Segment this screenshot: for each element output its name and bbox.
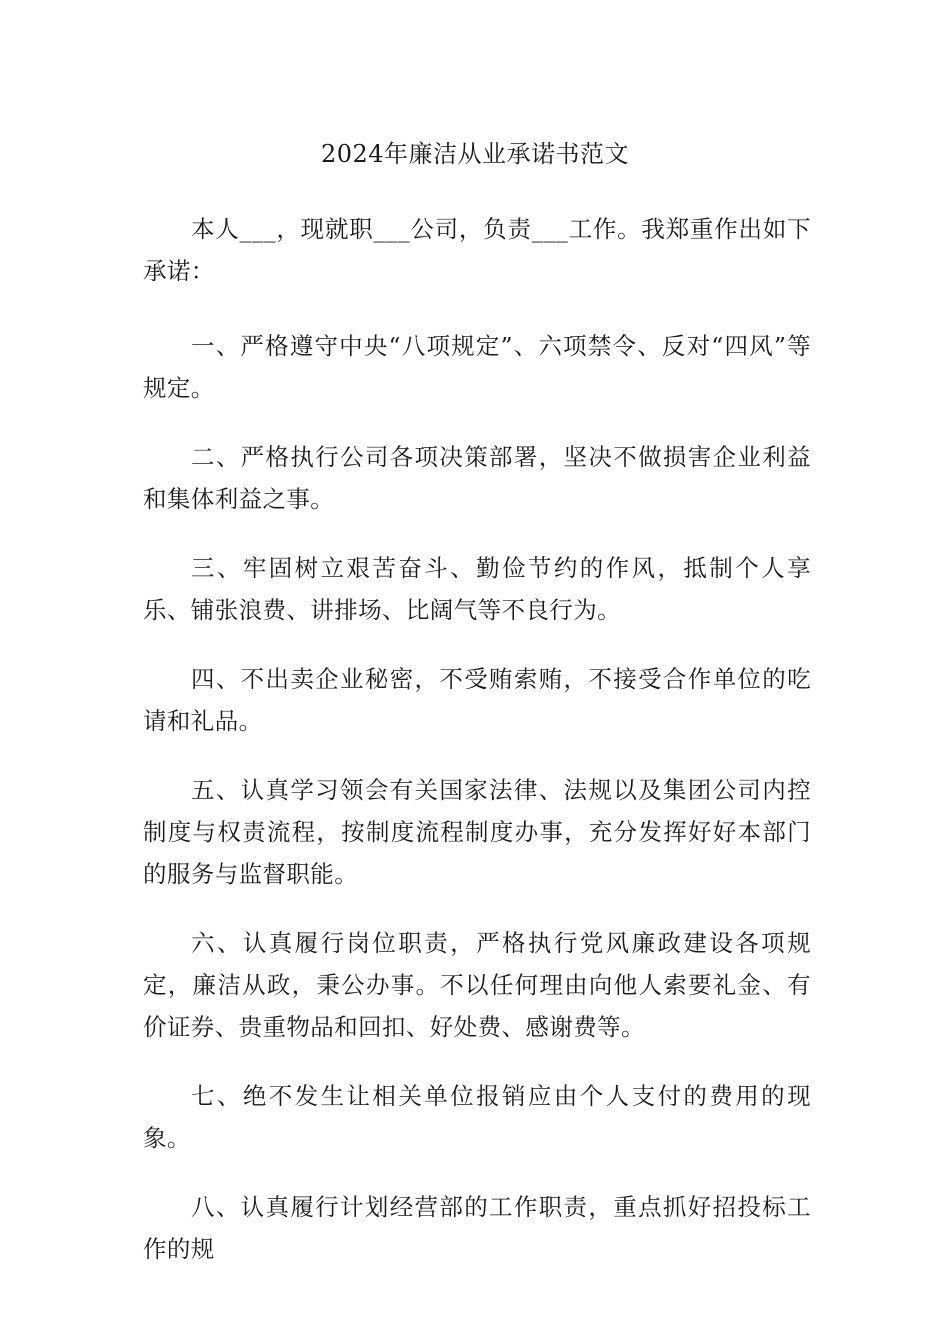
document-body [143, 208, 811, 1297]
commitment-item-4: 四、不出卖企业秘密，不受贿索贿，不接受合作单位的吃请和礼品。 [143, 665, 811, 735]
intro-paragraph: 本人___，现就职___公司，负责___工作。我郑重作出如下承诺： [143, 215, 811, 285]
commitment-item-5: 五、认真学习领会有关国家法律、法规以及集团公司内控制度与权责流程，按制度流程制度办事，充分发挥好好本部门的服务与监督职能。 [143, 776, 811, 888]
document-title: 2024年廉洁从业承诺书范文 [320, 140, 630, 168]
commitment-item-1: 一、严格遵守中央“八项规定”、六项禁令、反对“四风”等规定。 [143, 332, 811, 402]
commitment-item-6: 六、认真履行岗位职责，严格执行党风廉政建设各项规定，廉洁从政，秉公办事。不以任何理由向他人索要礼金、有价证券、贵重物品和回扣、好处费、感谢费等。 [143, 929, 811, 1041]
commitment-item-3: 三、牢固树立艰苦奋斗、勤俭节约的作风，抵制个人享乐、铺张浪费、讲排场、比阔气等不良行为。 [143, 554, 811, 624]
commitment-item-8: 八、认真履行计划经营部的工作职责，重点抓好招投标工作的规 [143, 1193, 811, 1263]
commitment-item-2: 二、严格执行公司各项决策部署，坚决不做损害企业利益和集体利益之事。 [143, 443, 811, 513]
commitment-item-7: 七、绝不发生让相关单位报销应由个人支付的费用的现象。 [143, 1082, 811, 1152]
